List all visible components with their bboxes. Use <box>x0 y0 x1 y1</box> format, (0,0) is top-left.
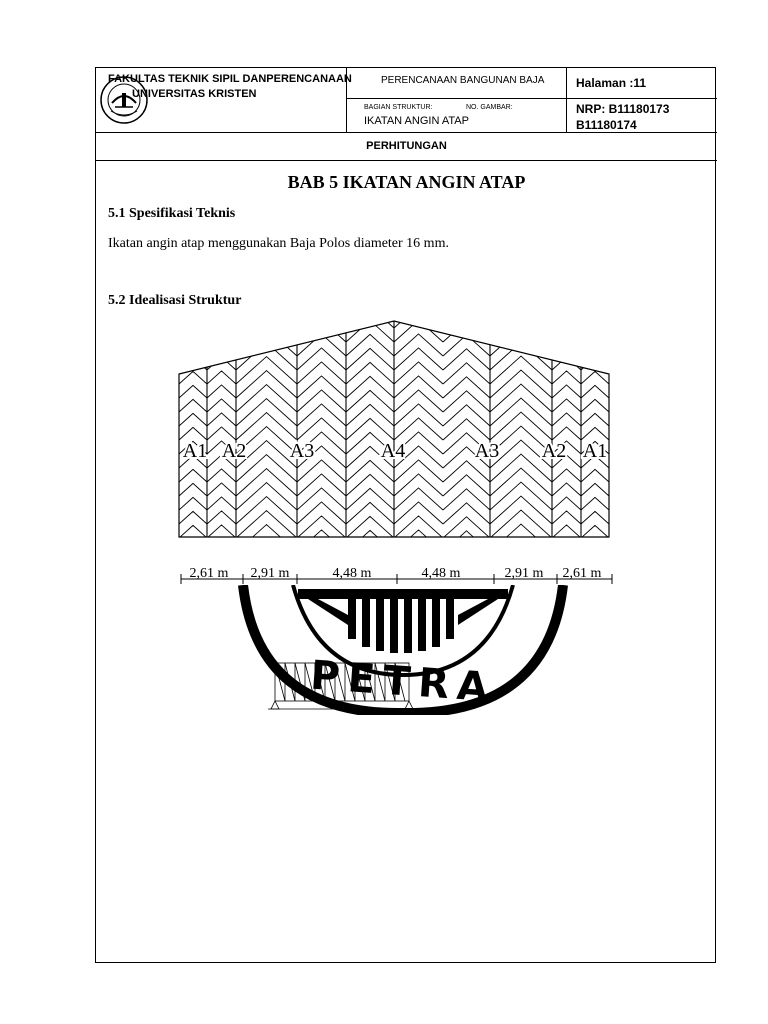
seal-text: PETRA <box>308 652 498 712</box>
gambar-label: NO. GAMBAR: <box>466 104 513 111</box>
dimension-label: 2,91 m <box>504 566 544 581</box>
hatch-chevrons <box>394 278 443 594</box>
section-5-2-title: 5.2 Idealisasi Struktur <box>108 293 242 308</box>
zone-label: A2 <box>221 440 247 462</box>
nrp-line1: NRP: B11180173 <box>576 102 670 116</box>
chapter-title: BAB 5 IKATAN ANGIN ATAP <box>287 172 526 192</box>
zone-label: A4 <box>380 440 406 462</box>
zone-label: A3 <box>289 440 315 462</box>
hatch-chevrons <box>490 272 552 594</box>
zone-label: A2 <box>541 440 567 462</box>
faculty-name: FAKULTAS TEKNIK SIPIL DANPERENCANAAN <box>108 73 352 85</box>
zone-label: A3 <box>474 440 500 462</box>
dimension-label: 4,48 m <box>421 566 461 581</box>
university-name: UNIVERSITAS KRISTEN <box>132 88 257 100</box>
hatch-chevrons <box>236 273 297 594</box>
dimension-label: 2,61 m <box>562 566 602 581</box>
petra-seal-watermark <box>238 585 568 715</box>
seal-graphic <box>238 585 568 715</box>
zone-label: A1 <box>182 440 208 462</box>
hatch-chevrons <box>443 279 490 594</box>
dimension-label: 2,61 m <box>189 566 229 581</box>
section-label: PERHITUNGAN <box>366 140 447 152</box>
dimension-label: 4,48 m <box>332 566 372 581</box>
section-5-1-text: Ikatan angin atap menggunakan Baja Polos diameter 16 mm. <box>108 236 449 251</box>
nrp-line2: B11180174 <box>576 118 637 132</box>
section-5-1-title: 5.1 Spesifikasi Teknis <box>108 206 236 221</box>
bagian-value: IKATAN ANGIN ATAP <box>364 115 469 127</box>
course-title: PERENCANAAN BANGUNAN BAJA <box>381 75 545 86</box>
page-number: Halaman :11 <box>576 76 647 90</box>
bagian-label: BAGIAN STRUKTUR: <box>364 104 433 111</box>
hatch-chevrons <box>346 278 394 594</box>
hatch-chevrons <box>297 278 346 594</box>
zone-label: A1 <box>582 440 608 462</box>
dimension-label: 2,91 m <box>250 566 290 581</box>
